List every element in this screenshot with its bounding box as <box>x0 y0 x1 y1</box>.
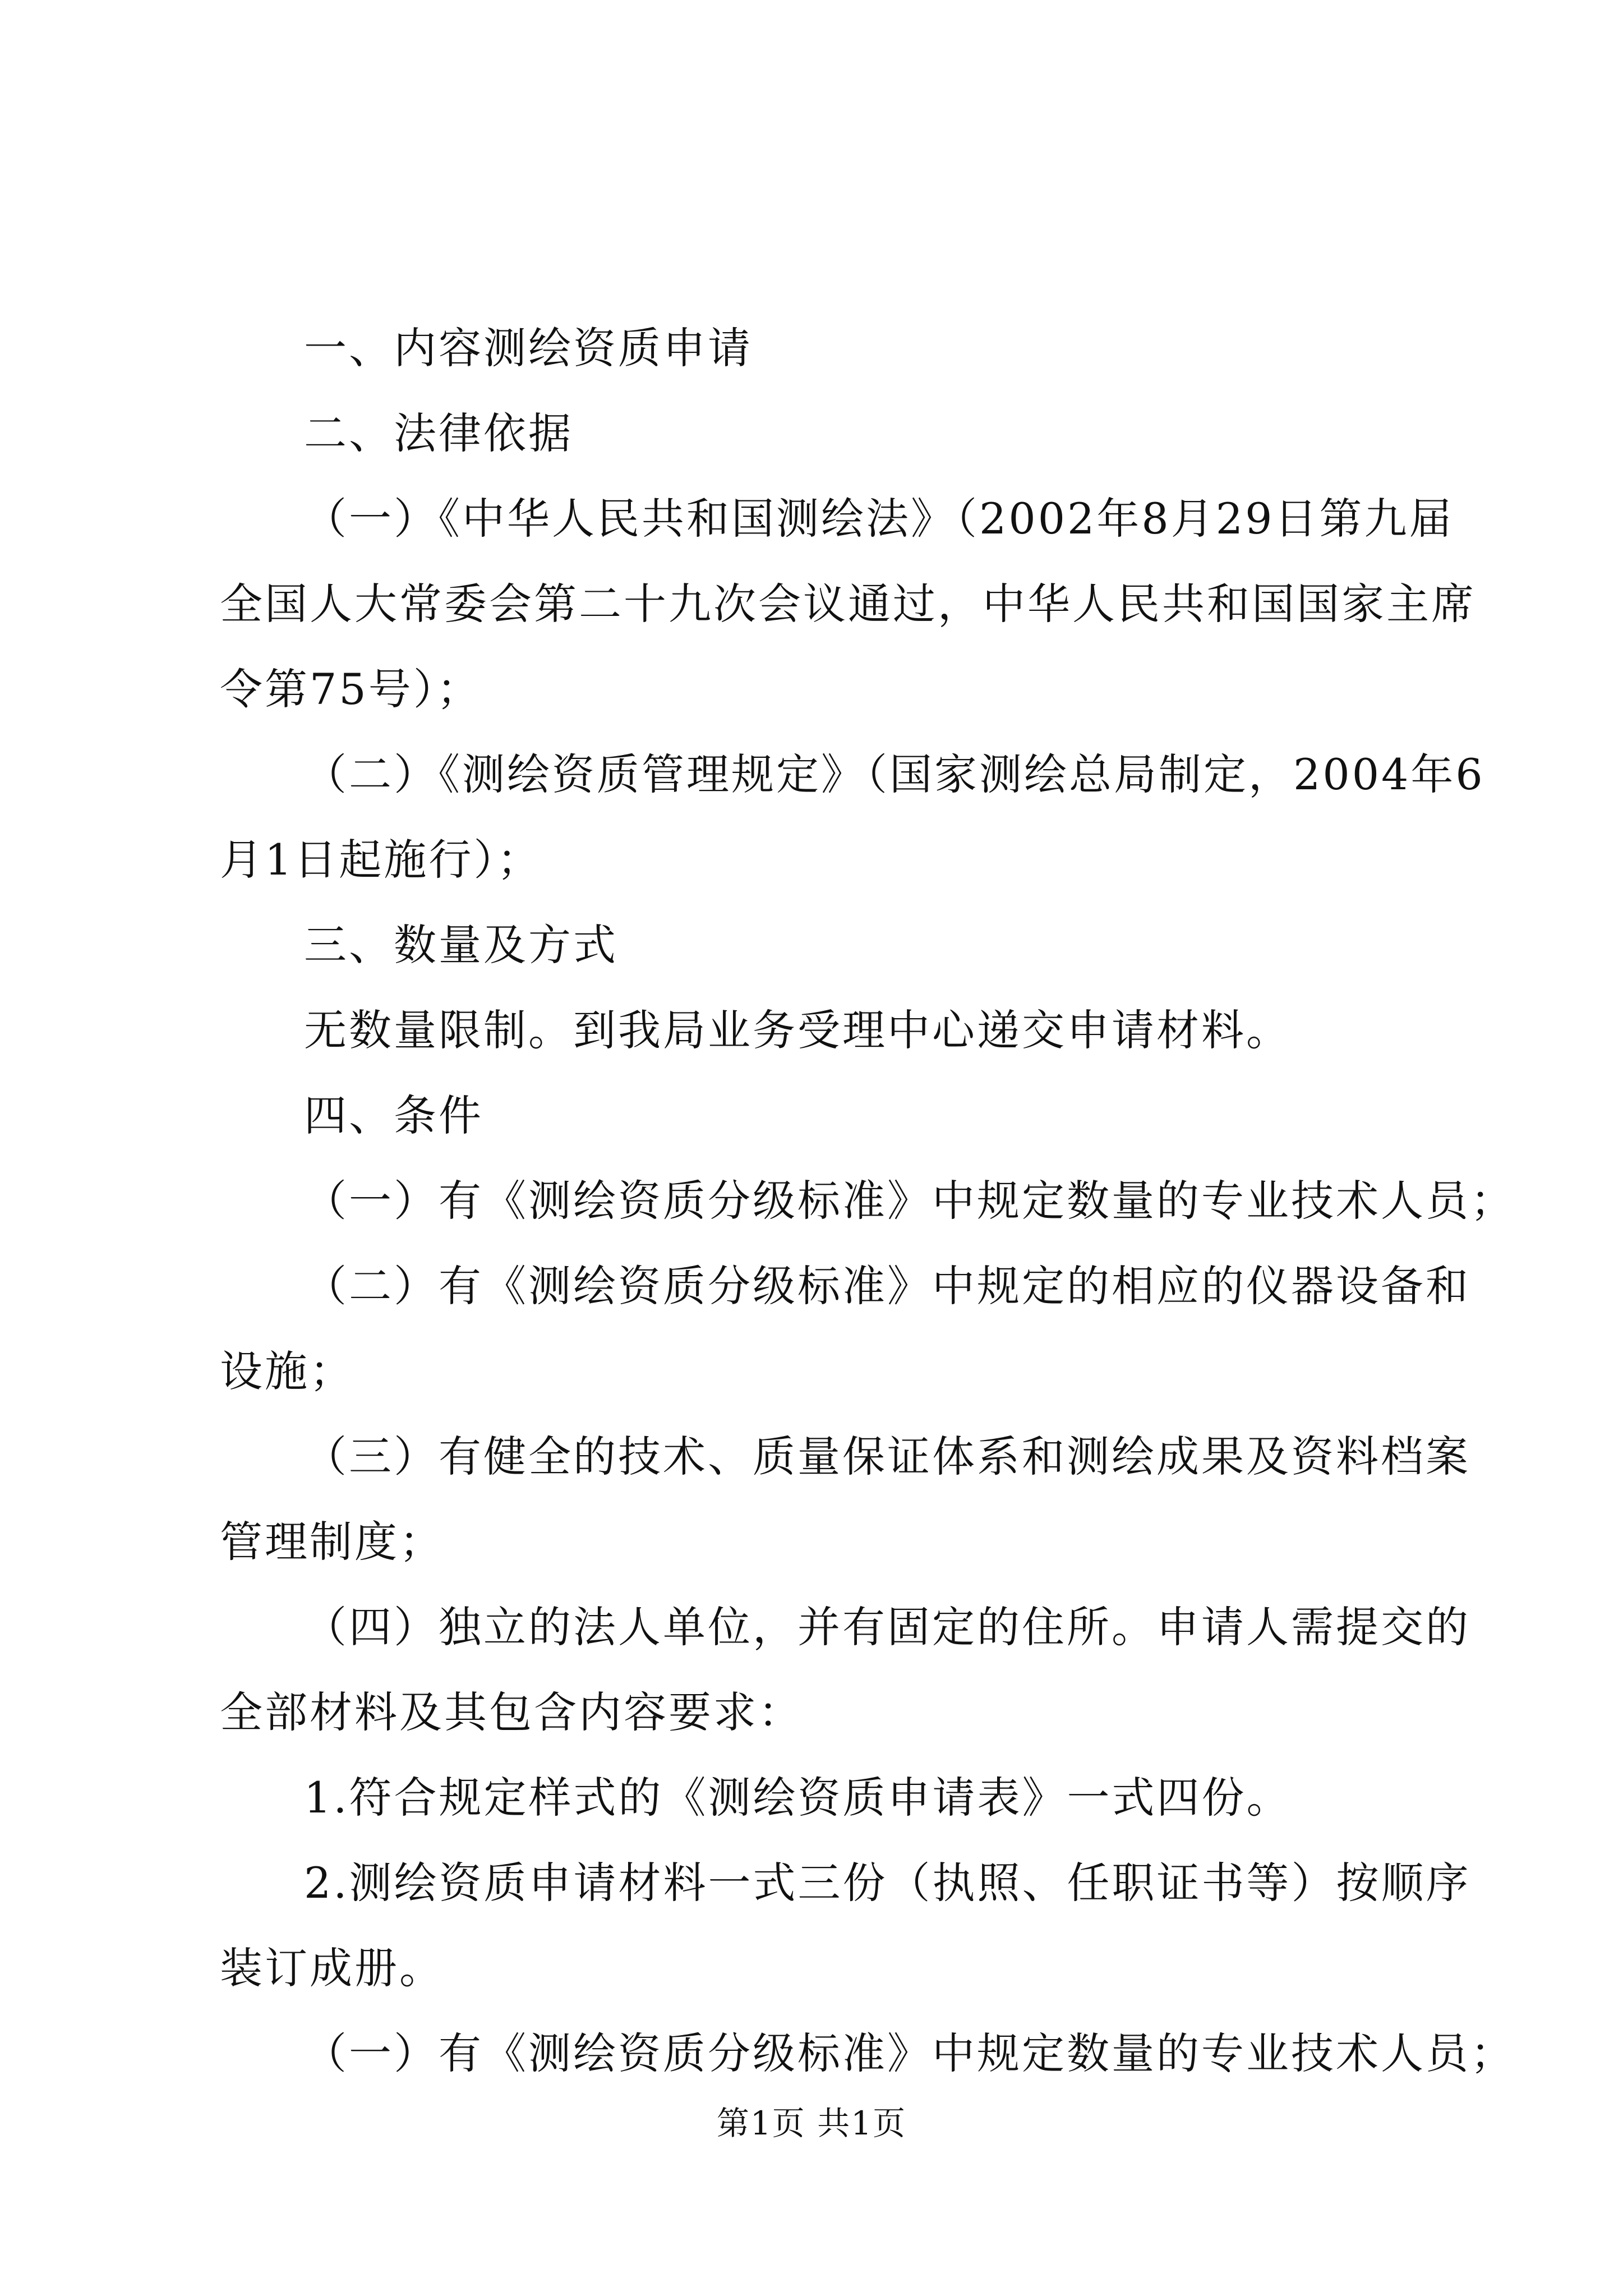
text-line: 2.测绘资质申请材料一式三份（执照、任职证书等）按顺序 <box>304 1858 1471 1908</box>
heading-quantity: 三、数量及方式 <box>304 920 618 970</box>
heading-content: 一、内容测绘资质申请 <box>304 323 753 373</box>
text-line: 令第75号）； <box>220 664 482 714</box>
text-line: 装订成册。 <box>220 1943 444 1993</box>
text-line: （二）有《测绘资质分级标准》中规定的相应的仪器设备和 <box>304 1261 1470 1311</box>
text-line: （四）独立的法人单位，并有固定的住所。申请人需提交的 <box>304 1602 1470 1652</box>
text-line: 管理制度； <box>220 1517 444 1567</box>
text-line: 月1日起施行）； <box>220 835 542 885</box>
text-line: 全国人大常委会第二十九次会议通过，中华人民共和国国家主席 <box>220 579 1476 629</box>
text-line: （一）有《测绘资质分级标准》中规定数量的专业技术人员； <box>304 1176 1515 1226</box>
text-line: 全部材料及其包含内容要求： <box>220 1687 803 1737</box>
text-line: 无数量限制。到我局业务受理中心递交申请材料。 <box>304 1005 1291 1055</box>
heading-legal-basis: 二、法律依据 <box>304 408 573 458</box>
document-body <box>220 306 1515 2096</box>
text-line: （一）有《测绘资质分级标准》中规定数量的专业技术人员； <box>304 2028 1515 2078</box>
text-line: 设施； <box>220 1346 354 1396</box>
text-line: 1.符合规定样式的《测绘资质申请表》一式四份。 <box>304 1773 1292 1823</box>
text-line: （三）有健全的技术、质量保证体系和测绘成果及资料档案 <box>304 1432 1470 1481</box>
text-line: （一）《中华人民共和国测绘法》（2002年8月29日第九届 <box>304 494 1454 544</box>
text-line: （二）《测绘资质管理规定》（国家测绘总局制定，2004年6 <box>304 749 1485 799</box>
page-number-footer: 第1页 共1页 <box>716 2104 907 2142</box>
heading-conditions: 四、条件 <box>304 1091 483 1140</box>
